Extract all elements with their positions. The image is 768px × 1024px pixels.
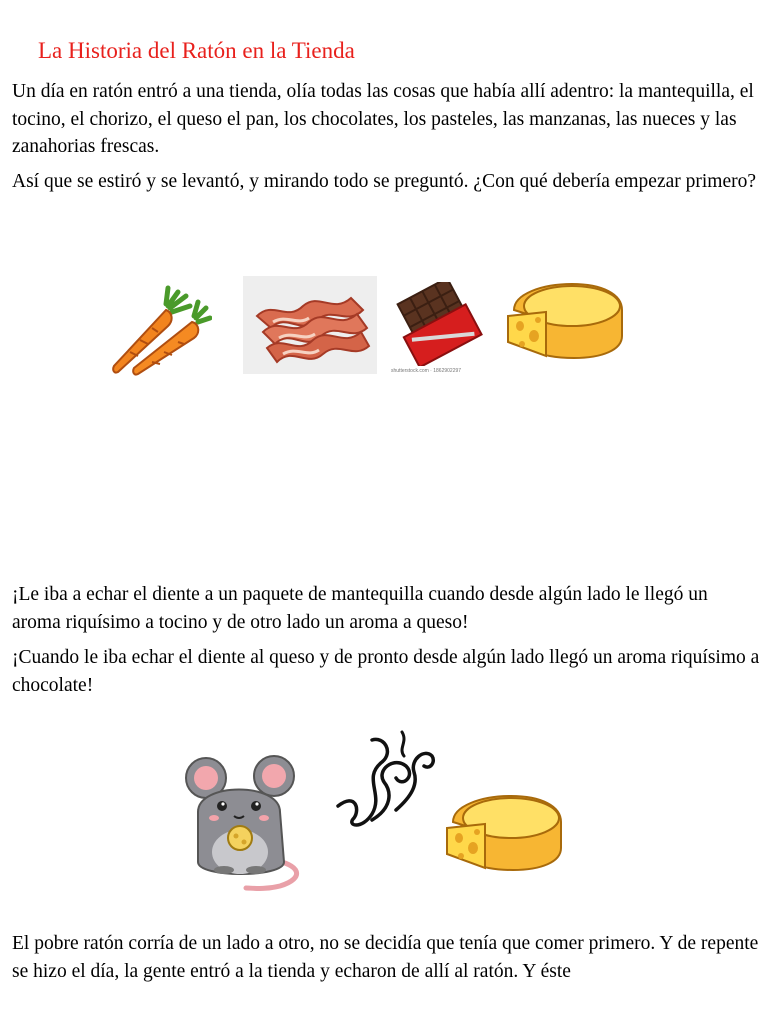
paragraph-question: Así que se estiró y se levantó, y mirando todo se preguntó. ¿Con qué debería empezar primero? [12, 171, 757, 192]
cheese-wheel-image [441, 792, 565, 874]
watermark-text: shutterstock.com · 1862902297 [391, 368, 462, 374]
bacon-image [243, 276, 377, 374]
paragraph-butter: ¡Le iba a echar el diente a un paquete de mantequilla cuando desde algún lado le llegó un aroma riquísimo a tocino y de otro lado un aroma a queso! [12, 584, 708, 633]
paragraph-chocolate: ¡Cuando le iba echar el diente al queso y de pronto desde algún lado llegó un aroma riquísimo a chocolate! [12, 647, 760, 696]
cheese-wheel-image [502, 280, 626, 362]
chocolate-bar-image [377, 282, 489, 378]
carrots-image [108, 282, 212, 376]
page-title: La Historia del Ratón en la Tienda [38, 38, 355, 63]
paragraph-intro: Un día en ratón entró a una tienda, olía todas las cosas que había allí adentro: la mantequilla, el tocino, el chorizo, el queso el pan, los chocolates, los pasteles, las manzanas, las nueces y las zanahorias frescas. [12, 81, 754, 157]
aroma-swirl-image [332, 722, 438, 832]
mouse-image [180, 752, 312, 894]
paragraph-ending: El pobre ratón corría de un lado a otro, no se decidía que tenía que comer primero. Y de repente se hizo el día, la gente entró a la tienda y echaron de allí al ratón. Y éste [12, 933, 759, 982]
